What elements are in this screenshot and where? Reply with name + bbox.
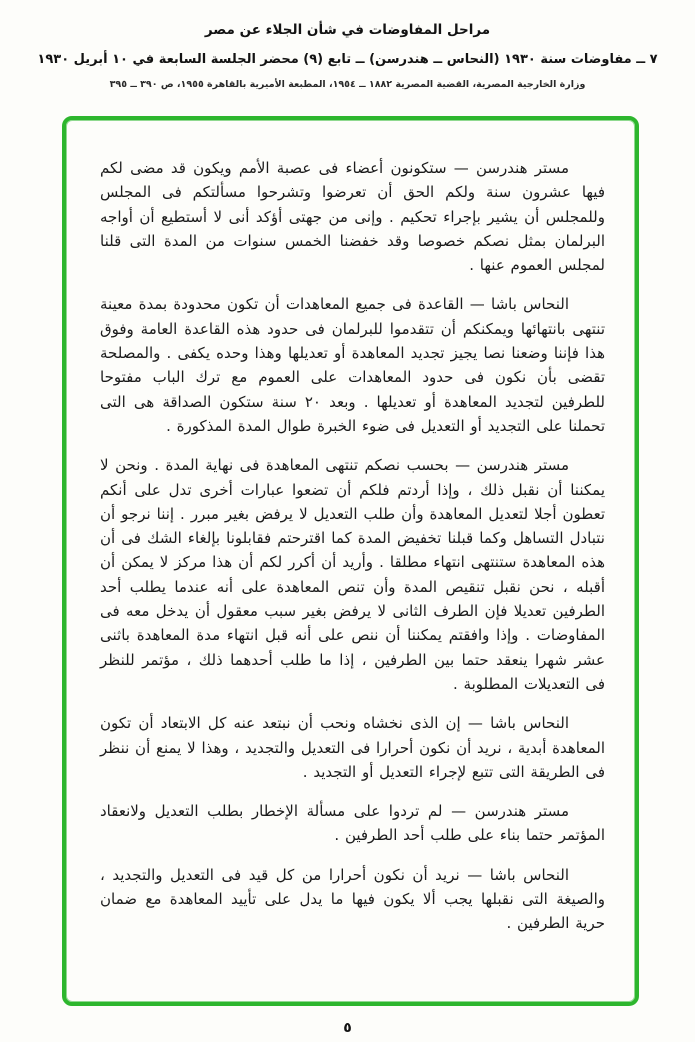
paragraph-nahhas-3: النحاس باشا — نريد أن نكون أحرارا من كل قيد فى التعديل والتجديد ، والصيغة التى نقبلها يجب ألا يكون فيها ما يدل على تأييد المعاهدة مع ضمان حرية الطرفين . [100,865,605,933]
document-subtitle: ٧ ــ مفاوضات سنة ١٩٣٠ (النحاس ــ هندرسن) ــ تابع (٩) محضر الجلسة السابعة في ١٠ أبريل ١٩٣٠ [37,52,658,67]
paragraph-nahhas-1: النحاس باشا — القاعدة فى جميع المعاهدات أن تكون محدودة بمدة معينة تنتهى بانتهائها ويمكنكم أن تتقدموا للبرلمان فى حدود هذه القاعدة العامة وفوق هذا فإننا وضعنا نصا يجيز تجديد المعاهدة أو تعديلها وهذا وحده يكفى . والمصلحة تقضى بأن نكون فى حدود المعاهدات على العموم مع ترك الباب مفتوحا للطرفين لتجديد المعاهدة أو تعديلها . وبعد ٢٠ سنة ستكون الصداقة هى التى تحملنا على التجديد أو التعديل فى ضوء الخبرة طوال المدة المذكورة . [100,295,605,435]
paragraph-henderson-1: مستر هندرسن — ستكونون أعضاء فى عصبة الأمم ويكون قد مضى لكم فيها عشرون سنة ولكم الحق أن تعرضوا وتشرحوا مسألتكم فى المجلس وللمجلس أن يشير بإجراء تحكيم . وإنى من جهتى أؤكد أنى لا أستطيع أن أواجه البرلمان بمثل نصكم خصوصا وقد خفضنا الخمس سنوات من المدة التى قلنا لمجلس العموم عنها . [100,159,605,275]
document-body [100,156,605,936]
source-citation: وزارة الخارجية المصرية، القضية المصرية ١٨٨٢ ــ ١٩٥٤، المطبعة الأميرية بالقاهرة ١٩٥٥، ص ٣٩٠ ــ ٣٩٥ [109,78,586,90]
paragraph-henderson-3: مستر هندرسن — لم تردوا على مسألة الإخطار بطلب التعديل ولانعقاد المؤتمر حتما بناء على طلب أحد الطرفين . [100,802,605,845]
page-number: ٥ [343,1020,352,1036]
green-border-frame [62,116,639,1006]
page-header [0,0,695,90]
document-title: مراحل المفاوضات في شأن الجلاء عن مصر [204,22,491,38]
paragraph-nahhas-2: النحاس باشا — إن الذى نخشاه ونحب أن نبتعد عنه كل الابتعاد أن تكون المعاهدة أبدية ، نريد أن نكون أحرارا فى التعديل والتجديد ، وهذا لا يمنع أن ننظر فى الطريقة التى تتبع لإجراء التعديل أو التجديد . [100,714,605,781]
paragraph-henderson-2: مستر هندرسن — بحسب نصكم تنتهى المعاهدة فى نهاية المدة . ونحن لا يمكننا أن نقبل ذلك ، وإذا أردتم فلكم أن تضعوا عبارات أخرى تدل على أنكم تعطون أجلا لتعديل المعاهدة وأن طلب التعديل لا يرفض بغير مبرر . إننا نرجو أن نتبادل التساهل وكما قبلنا تخفيض المدة كما اقترحتم فقابلونا بإلغاء الشك فى أن هذه المعاهدة ستنتهى انتهاء مطلقا . وأريد أن أكرر لكم أن هذا مركز لا يمكن أن أقبله ، نحن نقبل تنقيص المدة وأن تنص المعاهدة على أنه عندما يطلب أحد الطرفين تعديلا فإن الطرف الثانى لا يرفض بغير سبب معقول أن يدخل معه فى المفاوضات . وإذا وافقتم يمكننا أن ننص على أنه قبل انتهاء مدة المعاهدة باثنى عشر شهرا ينعقد حتما بين الطرفين ، إذا ما طلب أحدهما ذلك ، مؤتمر للنظر فى التعديلات المطلوبة . [100,456,605,693]
